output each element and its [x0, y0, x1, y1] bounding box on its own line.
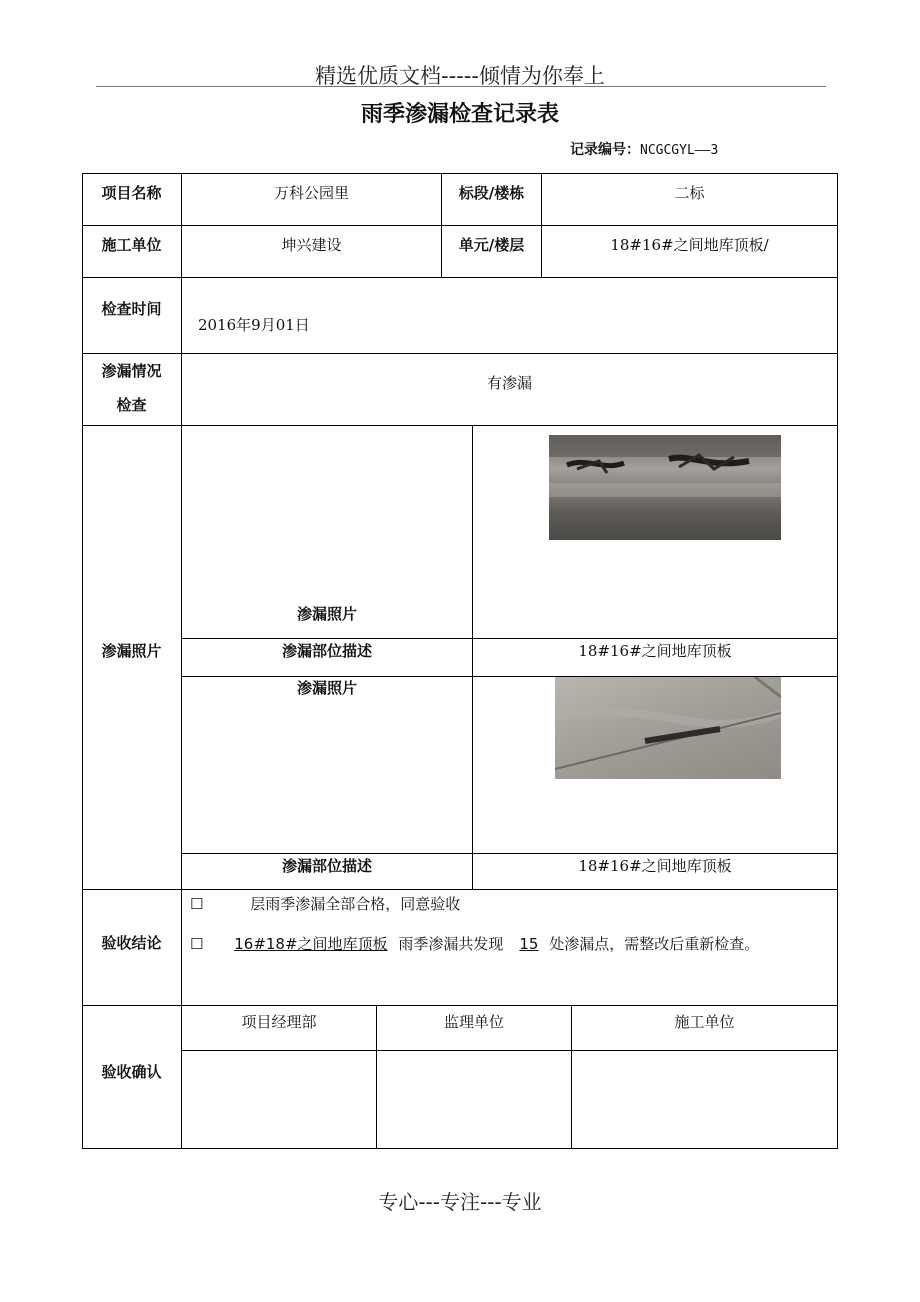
conclusion-pass-text: 层雨季渗漏全部合格，同意验收 [250, 895, 461, 913]
confirm-col-pm: 项目经理部 [241, 1012, 317, 1031]
leak-photo-2-image [555, 677, 781, 779]
leak-photo-2 [555, 677, 781, 779]
confirm-label: 验收确认 [101, 1062, 162, 1081]
conclusion-option-pass[interactable] [190, 893, 460, 914]
photo-1-desc-label: 渗漏部位描述 [281, 642, 372, 660]
table-row-line [82, 353, 838, 354]
table-row-line [82, 425, 838, 426]
photo-1-desc-value: 18#16#之间地库顶板 [578, 642, 732, 660]
table-border-bottom [82, 1148, 838, 1149]
table-row-line [82, 889, 838, 890]
table-row-line [82, 1005, 838, 1006]
page-header-text: 精选优质文档-----倾情为你奉上 [315, 64, 605, 88]
leak-location-blank: 16#18#之间地库顶板 [234, 935, 388, 953]
leak-status-value: 有渗漏 [486, 373, 532, 392]
photo-section-label: 渗漏照片 [101, 641, 162, 660]
contractor-label: 施工单位 [101, 235, 162, 254]
project-name-value: 万科公园里 [273, 183, 349, 202]
conclusion-label: 验收结论 [101, 933, 162, 952]
photo-2-desc-value: 18#16#之间地库顶板 [578, 856, 732, 875]
record-number [570, 139, 718, 159]
leak-count-blank: 15 [519, 935, 539, 953]
table-border-right [837, 173, 838, 1148]
contractor-value: 坤兴建设 [281, 235, 342, 254]
leak-photo-1-image [549, 435, 781, 540]
section-label: 标段/楼栋 [458, 183, 525, 202]
header-divider [96, 86, 826, 87]
page-footer-text: 专心---专注---专业 [378, 1190, 542, 1214]
page-title: 雨季渗漏检查记录表 [360, 102, 559, 127]
signature-box-supervisor[interactable] [377, 1051, 571, 1147]
photo-2-label: 渗漏照片 [296, 678, 357, 697]
confirm-col-supervisor: 监理单位 [443, 1012, 504, 1031]
unit-label: 单元/楼层 [458, 235, 525, 254]
record-number-label: 记录编号： [570, 142, 640, 158]
confirm-col-contractor: 施工单位 [674, 1012, 735, 1031]
conclusion-fail-text-b: 处渗漏点，需整改后重新检查。 [549, 935, 760, 953]
checkbox-icon[interactable]: ☐ [190, 935, 204, 953]
leak-photo-1 [549, 435, 781, 540]
conclusion-fail-text-a: 雨季渗漏共发现 [398, 935, 504, 953]
inspect-time-value: 2016年9月01日 [198, 316, 310, 334]
signature-box-pm[interactable] [182, 1051, 376, 1147]
leak-status-label [82, 354, 181, 422]
unit-value: 18#16#之间地库顶板/ [610, 235, 769, 254]
record-number-code: NCGCGYL——3 [640, 143, 719, 158]
leak-status-label-line2: 检查 [116, 396, 147, 414]
leak-status-label-line1: 渗漏情况 [101, 362, 162, 380]
photo-2-desc-label: 渗漏部位描述 [281, 856, 372, 875]
section-value: 二标 [674, 183, 705, 202]
signature-box-contractor[interactable] [572, 1051, 837, 1147]
inspect-time-label: 检查时间 [101, 299, 162, 318]
project-name-label: 项目名称 [101, 183, 162, 202]
photo-1-label: 渗漏照片 [296, 604, 357, 623]
conclusion-option-fail[interactable] [190, 933, 759, 954]
table-row-line [82, 277, 838, 278]
checkbox-icon[interactable]: ☐ [190, 895, 204, 913]
